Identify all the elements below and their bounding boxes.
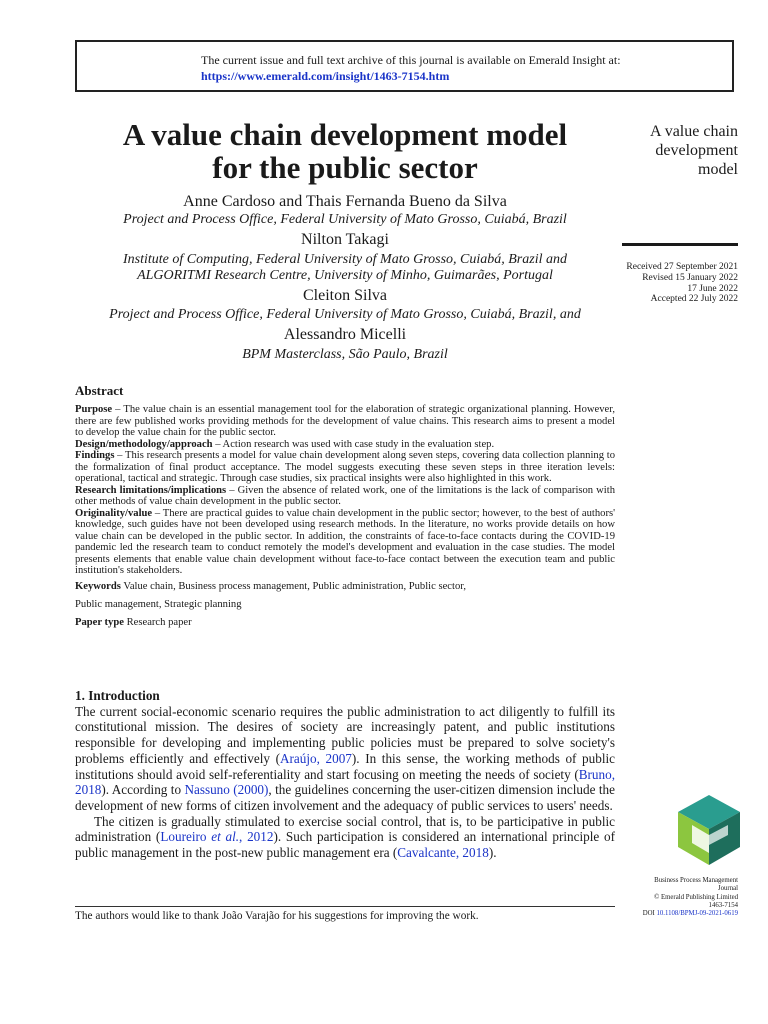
- abstract-label: Research limitations/implications: [75, 484, 227, 496]
- body-text: The current social-economic scenario requires the public administration to act diligently to fulfill its constitutional mission. The desires of society are increasingly patent, and public institutions responsible for developing and implementing public policies must be prepared to solve society's problems efficiently and effectively (: [75, 703, 615, 766]
- citation-link[interactable]: [160, 829, 273, 844]
- section-heading: 1. Introduction: [75, 688, 160, 703]
- keywords-continued: Public management, Strategic planning: [75, 598, 242, 610]
- archive-banner: [75, 40, 734, 92]
- citation-etal: et al.: [211, 829, 240, 845]
- side-rule: [622, 243, 738, 246]
- doi-label: DOI: [642, 910, 657, 918]
- intro-paragraph-2: [75, 814, 615, 861]
- abstract-originality: [75, 508, 615, 577]
- author-name: Nilton Takagi: [301, 231, 389, 248]
- abstract-label: Purpose: [75, 404, 113, 415]
- abstract: [75, 384, 615, 631]
- accepted-date: Accepted 22 July 2022: [650, 294, 738, 305]
- body-text: ). In this sense, the working methods of public institutions should avoid self-referentiality and start focusing on meeting the needs of society (: [75, 750, 615, 782]
- history-dates: [600, 262, 738, 305]
- abstract-label: Findings: [75, 450, 115, 461]
- running-title: [610, 122, 738, 179]
- issn: 1463-7154: [708, 901, 738, 909]
- banner-line: The current issue and full text archive of this journal is available on Emerald Insight at:: [201, 53, 621, 67]
- abstract-label: Originality/value: [75, 507, 153, 519]
- running-title-line: A value chain: [650, 123, 738, 140]
- citation-link[interactable]: Araújo, 2007: [280, 750, 352, 766]
- footnote-rule: [75, 906, 615, 907]
- citation-link[interactable]: Nassuno (2000): [184, 782, 269, 798]
- journal-name: Journal: [717, 885, 738, 893]
- abstract-design: [75, 439, 615, 451]
- journal-info: [610, 877, 738, 918]
- abstract-text: – The value chain is an essential management tool for the elaboration of strategic organizational planning. However, there are few published works providing methods for the development of value chains. This research aims to present a model to develop the value chain for the public sector.: [75, 404, 615, 438]
- title-line-1: A value chain development model: [122, 117, 568, 152]
- abstract-text: – Action research was used with case study in the evaluation step.: [212, 438, 495, 450]
- acknowledgement-footnote: The authors would like to thank João Varajão for his suggestions for improving the work.: [75, 910, 479, 922]
- abstract-label: Design/methodology/approach: [75, 438, 213, 450]
- citation-author: Loureiro: [160, 829, 212, 845]
- abstract-purpose: [75, 404, 615, 439]
- citation-year: , 2012: [239, 829, 274, 845]
- journal-url-link[interactable]: https://www.emerald.com/insight/1463-7154.htm: [201, 69, 450, 83]
- abstract-findings: [75, 450, 615, 485]
- body-text: ). Such participation is considered an international principle of public management in the post-new public management era (: [75, 829, 616, 861]
- paper-type: [75, 615, 615, 631]
- keywords-label: Keywords: [75, 580, 121, 592]
- running-title-line: development: [655, 142, 738, 159]
- author-name: Alessandro Micelli: [283, 326, 407, 343]
- author-affiliation: Project and Process Office, Federal University of Mato Grosso, Cuiabá, Brazil, and: [109, 307, 581, 322]
- publisher: © Emerald Publishing Limited: [654, 893, 738, 901]
- author-affiliation: BPM Masterclass, São Paulo, Brazil: [242, 347, 448, 362]
- revised-date: 17 June 2022: [687, 283, 738, 294]
- journal-logo-icon: [678, 795, 740, 865]
- author-affiliation: ALGORITMI Research Centre, University of Minho, Guimarães, Portugal: [137, 268, 553, 283]
- journal-name: Business Process Management: [654, 877, 738, 884]
- author-name: Anne Cardoso and Thais Fernanda Bueno da Silva: [183, 193, 507, 210]
- doi-link[interactable]: 10.1108/BPMJ-09-2021-0619: [656, 910, 738, 918]
- author-affiliation: Project and Process Office, Federal University of Mato Grosso, Cuiabá, Brazil: [123, 212, 567, 227]
- body-text: ).: [488, 845, 497, 861]
- running-title-line: model: [698, 161, 738, 178]
- body-text: The citizen is gradually stimulated to exercise social control, that is, to be participative in public administration (: [75, 813, 615, 845]
- banner-text: [201, 52, 621, 84]
- abstract-heading: Abstract: [75, 383, 124, 398]
- doi-line: [610, 910, 738, 918]
- introduction-section: [75, 688, 615, 861]
- author-name: Cleiton Silva: [303, 287, 387, 304]
- citation-link[interactable]: Cavalcante, 2018: [397, 845, 489, 861]
- intro-paragraph-1: [75, 704, 615, 814]
- abstract-text: – This research presents a model for value chain development along seven steps, covering data collection planning to the formalization of final product acceptance. The model suggests executing these seven steps in three iteration levels: operational, tactical and strategic. Through case studies, six practical insights were also highlighted in this work.: [75, 450, 615, 484]
- paper-title: [75, 118, 615, 184]
- author-block: [70, 192, 620, 363]
- title-line-2: for the public sector: [212, 150, 478, 185]
- keywords-text: Value chain, Business process management, Public administration, Public sector,: [120, 580, 466, 592]
- body-text: , the guidelines concerning the user-citizen dimension include the development of new forms of citizen involvement and the adequacy of public services to users' needs.: [75, 782, 615, 813]
- citation-link[interactable]: Bruno, 2018: [75, 766, 615, 798]
- paper-type-value: Research paper: [123, 616, 192, 628]
- abstract-limitations: [75, 485, 615, 508]
- abstract-text: – There are practical guides to value chain development in the public sector; however, to the best of authors' knowledge, such guides have not been developed using research methods. In the literature, no works provide details on how value chain can be developed in the public sector. In addition, the constraints of face-to-face contacts during the COVID-19 pandemic led the research team to conduct remotely the model's development and evaluation in the case studies. The model presents elements that enable value chain development without face-to-face contact between the execution team and public institution's stakeholders.: [75, 507, 615, 576]
- abstract-text: – Given the absence of related work, one of the limitations is the lack of comparison with other methods of value chain development in the public sector.: [75, 484, 615, 507]
- author-affiliation: Institute of Computing, Federal University of Mato Grosso, Cuiabá, Brazil and: [123, 252, 567, 267]
- revised-date: Revised 15 January 2022: [642, 272, 738, 283]
- paper-type-label: Paper type: [75, 616, 124, 628]
- keywords: [75, 579, 615, 595]
- received-date: Received 27 September 2021: [626, 262, 738, 272]
- body-text: ). According to: [101, 782, 185, 798]
